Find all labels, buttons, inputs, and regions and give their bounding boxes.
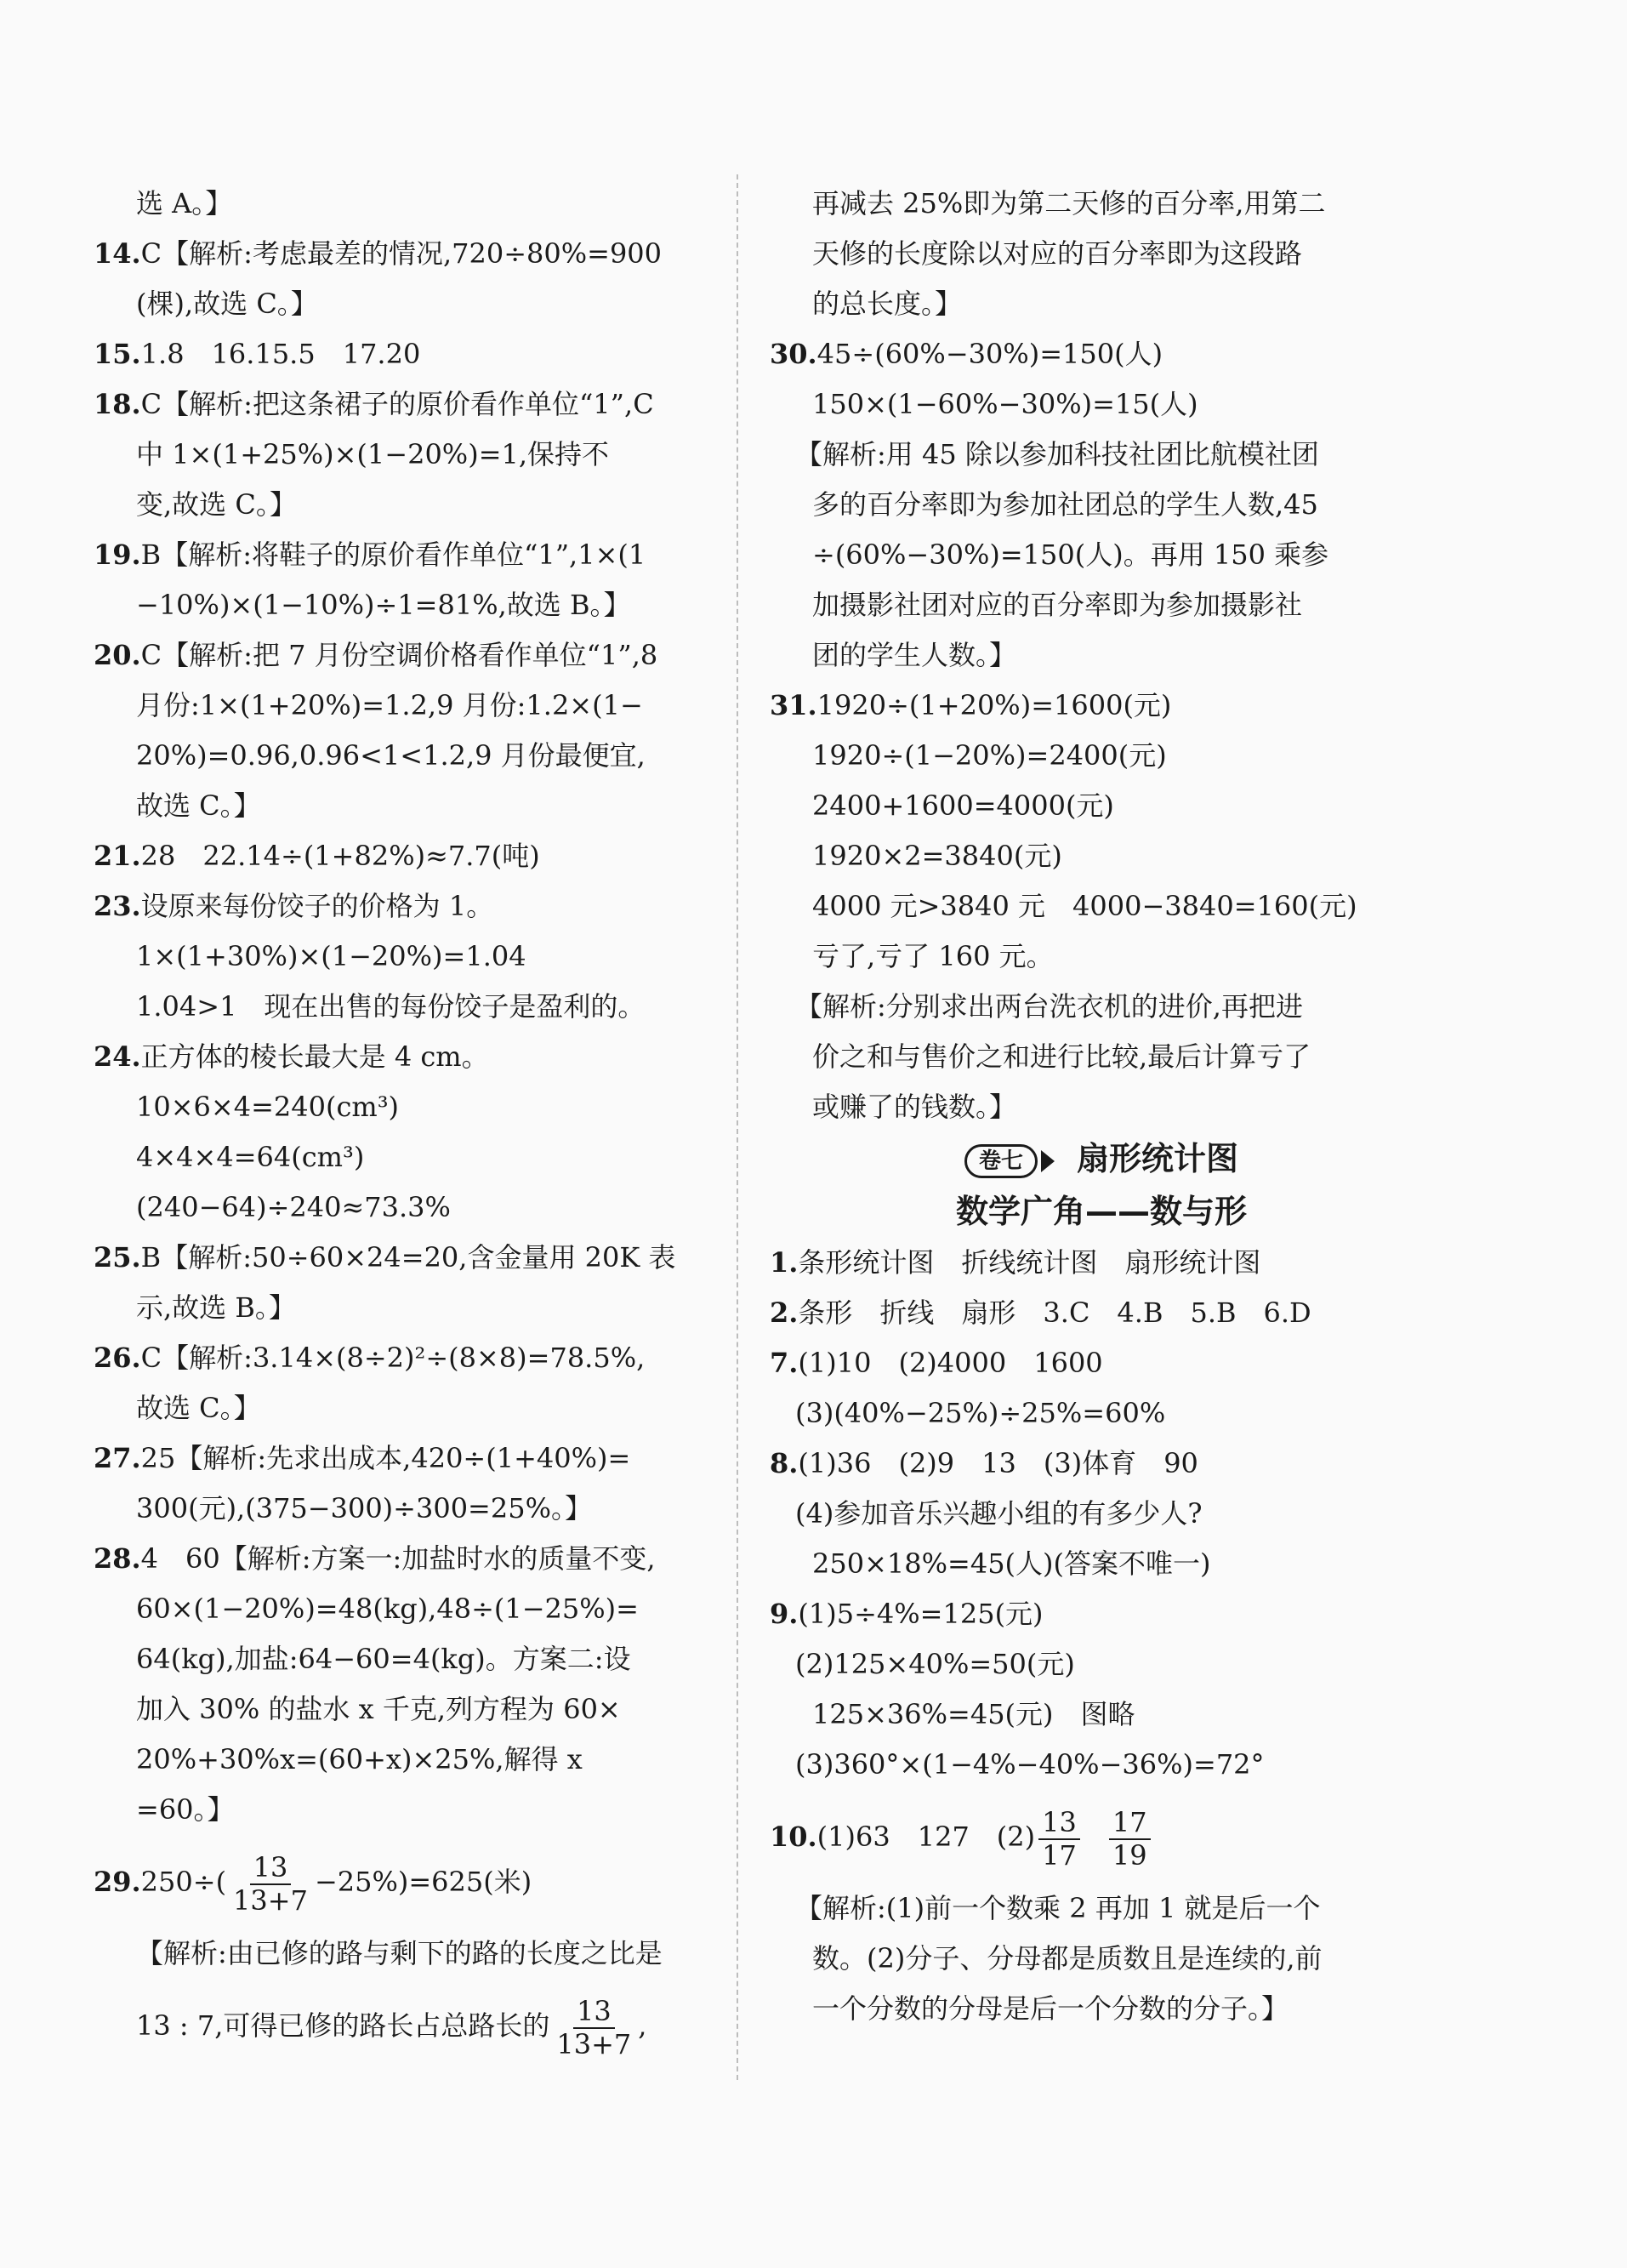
line-text: 125×36%=45(元) 图略 bbox=[812, 1698, 1135, 1730]
text-line bbox=[770, 1082, 1433, 1132]
text-line bbox=[770, 681, 1433, 731]
text-line bbox=[94, 1082, 714, 1132]
q29-analysis-fraction bbox=[553, 1996, 634, 2060]
text-line bbox=[94, 1684, 714, 1735]
line-text: 4×4×4=64(cm³) bbox=[136, 1141, 365, 1173]
question-number: 7. bbox=[770, 1347, 799, 1379]
line-text: 设原来每份饺子的价格为 1。 bbox=[140, 890, 494, 922]
line-text: 10×6×4=240(cm³) bbox=[136, 1091, 400, 1123]
line-text: (棵),故选 C。】 bbox=[136, 288, 318, 320]
text-line bbox=[94, 831, 714, 881]
text-line bbox=[770, 1338, 1433, 1388]
line-text: (1)5÷4%=125(元) bbox=[798, 1598, 1044, 1630]
q29-analysis-1: 【解析:由已修的路与剩下的路的长度之比是 bbox=[136, 1937, 663, 1969]
line-text: 价之和与售价之和进行比较,最后计算亏了 bbox=[812, 1040, 1311, 1073]
text-line bbox=[770, 881, 1433, 932]
q29-fraction bbox=[230, 1852, 311, 1917]
line-text: 多的百分率即为参加社团总的学生人数,45 bbox=[812, 488, 1318, 521]
right-column bbox=[770, 179, 1433, 2034]
question-number: 15. bbox=[94, 338, 141, 370]
q29-number: 29. bbox=[94, 1866, 141, 1898]
line-text: B【解析:50÷60×24=20,含金量用 20K 表 bbox=[140, 1241, 676, 1274]
text-line bbox=[94, 1785, 714, 1835]
question-number: 28. bbox=[94, 1542, 141, 1575]
line-text: (3)(40%−25%)÷25%=60% bbox=[795, 1397, 1166, 1429]
text-line bbox=[770, 1238, 1433, 1288]
left-lines bbox=[94, 179, 714, 1835]
q10-f2-numerator: 17 bbox=[1109, 1807, 1151, 1840]
question-number: 20. bbox=[94, 639, 141, 671]
line-text: 【解析:分别求出两台洗衣机的进价,再把进 bbox=[795, 990, 1303, 1023]
line-text: 团的学生人数。】 bbox=[812, 639, 1017, 671]
text-line bbox=[94, 1534, 714, 1584]
question-number: 25. bbox=[94, 1241, 141, 1274]
q29-frac-numerator: 13 bbox=[250, 1852, 292, 1885]
line-text: 300(元),(375−300)÷300=25%。】 bbox=[136, 1492, 592, 1524]
line-text: 64(kg),加盐:64−60=4(kg)。方案二:设 bbox=[136, 1643, 631, 1675]
text-line bbox=[94, 179, 714, 229]
line-text: (240−64)÷240≈73.3% bbox=[136, 1191, 451, 1223]
text-line bbox=[770, 229, 1433, 279]
right-lines-end bbox=[770, 1883, 1433, 2034]
text-line bbox=[94, 681, 714, 731]
text-line bbox=[94, 580, 714, 630]
text-line bbox=[770, 731, 1433, 781]
text-line bbox=[94, 1233, 714, 1283]
question-number: 30. bbox=[770, 338, 817, 370]
text-line bbox=[770, 1439, 1433, 1489]
line-text: 1.8 16.15.5 17.20 bbox=[140, 338, 421, 370]
text-line bbox=[94, 379, 714, 430]
line-text: 2400+1600=4000(元) bbox=[812, 789, 1114, 822]
right-lines-top bbox=[770, 179, 1433, 1132]
section-subtitle: 数学广角——数与形 bbox=[955, 1193, 1247, 1230]
line-text: 故选 C。】 bbox=[136, 1392, 261, 1424]
q29-analysis-2-suffix: , bbox=[638, 2009, 647, 2042]
text-line bbox=[94, 229, 714, 279]
badge-arrow-icon bbox=[1041, 1150, 1055, 1172]
line-text: 250×18%=45(人)(答案不唯一) bbox=[812, 1547, 1211, 1580]
line-text: 25【解析:先求出成本,420÷(1+40%)= bbox=[140, 1442, 631, 1474]
line-text: 45÷(60%−30%)=150(人) bbox=[816, 338, 1163, 370]
question-number: 23. bbox=[94, 890, 141, 922]
text-line bbox=[94, 1735, 714, 1785]
line-text: 数。(2)分子、分母都是质数且是连续的,前 bbox=[812, 1942, 1323, 1975]
line-text: 中 1×(1+25%)×(1−20%)=1,保持不 bbox=[136, 438, 610, 470]
text-line bbox=[94, 1032, 714, 1082]
section-heading bbox=[770, 1132, 1433, 1185]
left-column bbox=[94, 179, 714, 2072]
q10-f1-numerator: 13 bbox=[1038, 1807, 1080, 1840]
line-text: 天修的长度除以对应的百分率即为这段路 bbox=[812, 237, 1303, 270]
section-badge: 卷七 bbox=[964, 1144, 1038, 1178]
line-text: 20%)=0.96,0.96<1<1.2,9 月份最便宜, bbox=[136, 739, 646, 772]
line-text: 选 A。】 bbox=[136, 187, 233, 219]
line-text: 1.04>1 现在出售的每份饺子是盈利的。 bbox=[136, 990, 646, 1023]
line-text: 变,故选 C。】 bbox=[136, 488, 297, 521]
text-line bbox=[94, 1132, 714, 1182]
line-text: =60。】 bbox=[136, 1793, 235, 1826]
text-line bbox=[94, 329, 714, 379]
q10-line bbox=[770, 1790, 1433, 1883]
text-line bbox=[94, 1634, 714, 1684]
text-line bbox=[770, 1032, 1433, 1082]
q29-analysis-frac-denominator: 13+7 bbox=[556, 2027, 632, 2060]
text-line bbox=[94, 932, 714, 982]
text-line bbox=[770, 1288, 1433, 1338]
q10-f1-denominator: 17 bbox=[1042, 1838, 1077, 1872]
question-number: 1. bbox=[770, 1246, 799, 1279]
line-text: B【解析:将鞋子的原价看作单位“1”,1×(1 bbox=[140, 539, 646, 571]
question-number: 2. bbox=[770, 1296, 799, 1329]
q29-analysis-frac-numerator: 13 bbox=[573, 1996, 615, 2029]
line-text: 示,故选 B。】 bbox=[136, 1291, 296, 1324]
text-line bbox=[770, 480, 1433, 530]
text-line bbox=[770, 1388, 1433, 1439]
text-line bbox=[770, 1934, 1433, 1984]
text-line bbox=[94, 430, 714, 480]
question-number: 18. bbox=[94, 388, 141, 420]
line-text: (3)360°×(1−4%−40%−36%)=72° bbox=[795, 1748, 1265, 1781]
text-line bbox=[770, 530, 1433, 580]
q29-analysis-2-prefix: 13 : 7,可得已修的路长占总路长的 bbox=[136, 2009, 550, 2042]
line-text: 1920÷(1+20%)=1600(元) bbox=[816, 689, 1172, 721]
line-text: C【解析:3.14×(8÷2)²÷(8×8)=78.5%, bbox=[140, 1342, 646, 1374]
text-line bbox=[94, 881, 714, 932]
question-number: 26. bbox=[94, 1342, 141, 1374]
q10-f2-denominator: 19 bbox=[1112, 1838, 1147, 1872]
line-text: C【解析:把 7 月份空调价格看作单位“1”,8 bbox=[140, 639, 658, 671]
text-line bbox=[94, 530, 714, 580]
line-text: 28 22.14÷(1+82%)≈7.7(吨) bbox=[140, 840, 540, 872]
line-text: −10%)×(1−10%)÷1=81%,故选 B。】 bbox=[136, 589, 631, 621]
q10-prefix: (1)63 127 (2) bbox=[816, 1821, 1036, 1853]
line-text: 加入 30% 的盐水 x 千克,列方程为 60× bbox=[136, 1693, 621, 1725]
line-text: C【解析:考虑最差的情况,720÷80%=900 bbox=[140, 237, 663, 270]
text-line bbox=[770, 1984, 1433, 2034]
text-line bbox=[94, 1333, 714, 1383]
column-divider bbox=[737, 174, 738, 2080]
text-line bbox=[770, 1639, 1433, 1690]
q10-fraction-1 bbox=[1038, 1807, 1080, 1872]
text-line bbox=[770, 831, 1433, 881]
text-line bbox=[94, 731, 714, 781]
line-text: 正方体的棱长最大是 4 cm。 bbox=[140, 1040, 489, 1073]
q10-fraction-2 bbox=[1109, 1807, 1151, 1872]
line-text: 月份:1×(1+20%)=1.2,9 月份:1.2×(1− bbox=[136, 689, 643, 721]
line-text: (1)10 (2)4000 1600 bbox=[798, 1347, 1103, 1379]
text-line bbox=[94, 1484, 714, 1534]
text-line bbox=[94, 781, 714, 831]
line-text: 一个分数的分母是后一个分数的分子。】 bbox=[812, 1992, 1289, 2025]
line-text: (4)参加音乐兴趣小组的有多少人? bbox=[795, 1497, 1203, 1530]
q29-suffix: −25%)=625(米) bbox=[314, 1866, 532, 1898]
line-text: 故选 C。】 bbox=[136, 789, 261, 822]
q29-equation bbox=[94, 1835, 714, 1929]
text-line bbox=[94, 1383, 714, 1433]
q29-frac-denominator: 13+7 bbox=[233, 1883, 308, 1917]
line-text: 条形 折线 扇形 3.C 4.B 5.B 6.D bbox=[798, 1296, 1311, 1329]
question-number: 19. bbox=[94, 539, 141, 571]
line-text: 1920×2=3840(元) bbox=[812, 840, 1062, 872]
text-line bbox=[770, 1690, 1433, 1740]
text-line bbox=[94, 1182, 714, 1233]
line-text: 1×(1+30%)×(1−20%)=1.04 bbox=[136, 940, 526, 972]
text-line bbox=[770, 630, 1433, 681]
text-line bbox=[770, 1539, 1433, 1589]
line-text: 4000 元>3840 元 4000−3840=160(元) bbox=[812, 890, 1357, 922]
question-number: 24. bbox=[94, 1040, 141, 1073]
text-line bbox=[94, 1283, 714, 1333]
text-line bbox=[770, 1740, 1433, 1790]
right-lines-bottom bbox=[770, 1238, 1433, 1790]
text-line bbox=[770, 1589, 1433, 1639]
text-line bbox=[94, 1433, 714, 1484]
text-line bbox=[770, 279, 1433, 329]
question-number: 21. bbox=[94, 840, 141, 872]
text-line bbox=[770, 179, 1433, 229]
text-line bbox=[770, 1883, 1433, 1934]
line-text: 4 60【解析:方案一:加盐时水的质量不变, bbox=[140, 1542, 656, 1575]
line-text: (2)125×40%=50(元) bbox=[795, 1648, 1075, 1680]
line-text: ÷(60%−30%)=150(人)。再用 150 乘参 bbox=[812, 539, 1329, 571]
text-line bbox=[770, 329, 1433, 379]
line-text: 【解析:用 45 除以参加科技社团比航模社团 bbox=[795, 438, 1319, 470]
q29-analysis-2 bbox=[94, 1979, 714, 2072]
line-text: 150×(1−60%−30%)=15(人) bbox=[812, 388, 1198, 420]
question-number: 8. bbox=[770, 1447, 799, 1479]
line-text: 20%+30%x=(60+x)×25%,解得 x bbox=[136, 1743, 583, 1775]
question-number: 14. bbox=[94, 237, 141, 270]
line-text: 60×(1−20%)=48(kg),48÷(1−25%)= bbox=[136, 1593, 639, 1625]
text-line bbox=[94, 480, 714, 530]
line-text: 条形统计图 折线统计图 扇形统计图 bbox=[798, 1246, 1261, 1279]
text-line bbox=[770, 1489, 1433, 1539]
question-number: 27. bbox=[94, 1442, 141, 1474]
text-line bbox=[770, 430, 1433, 480]
question-number: 31. bbox=[770, 689, 817, 721]
line-text: 再减去 25%即为第二天修的百分率,用第二 bbox=[812, 187, 1326, 219]
line-text: 亏了,亏了 160 元。 bbox=[812, 940, 1054, 972]
text-line bbox=[770, 781, 1433, 831]
text-line bbox=[770, 932, 1433, 982]
line-text: 1920÷(1−20%)=2400(元) bbox=[812, 739, 1167, 772]
section-title: 扇形统计图 bbox=[1077, 1140, 1239, 1177]
text-line bbox=[770, 379, 1433, 430]
text-line bbox=[770, 982, 1433, 1032]
line-text: 【解析:(1)前一个数乘 2 再加 1 就是后一个 bbox=[795, 1892, 1321, 1924]
line-text: 或赚了的钱数。】 bbox=[812, 1091, 1017, 1123]
text-line bbox=[770, 580, 1433, 630]
line-text: 的总长度。】 bbox=[812, 288, 963, 320]
q10-number: 10. bbox=[770, 1821, 817, 1853]
text-line bbox=[94, 630, 714, 681]
text-line bbox=[94, 982, 714, 1032]
question-number: 9. bbox=[770, 1598, 799, 1630]
text-line bbox=[94, 279, 714, 329]
line-text: 加摄影社团对应的百分率即为参加摄影社 bbox=[812, 589, 1303, 621]
text-line bbox=[94, 1584, 714, 1634]
line-text: (1)36 (2)9 13 (3)体育 90 bbox=[798, 1447, 1198, 1479]
line-text: C【解析:把这条裙子的原价看作单位“1”,C bbox=[140, 388, 654, 420]
q29-prefix: 250÷( bbox=[140, 1866, 227, 1898]
